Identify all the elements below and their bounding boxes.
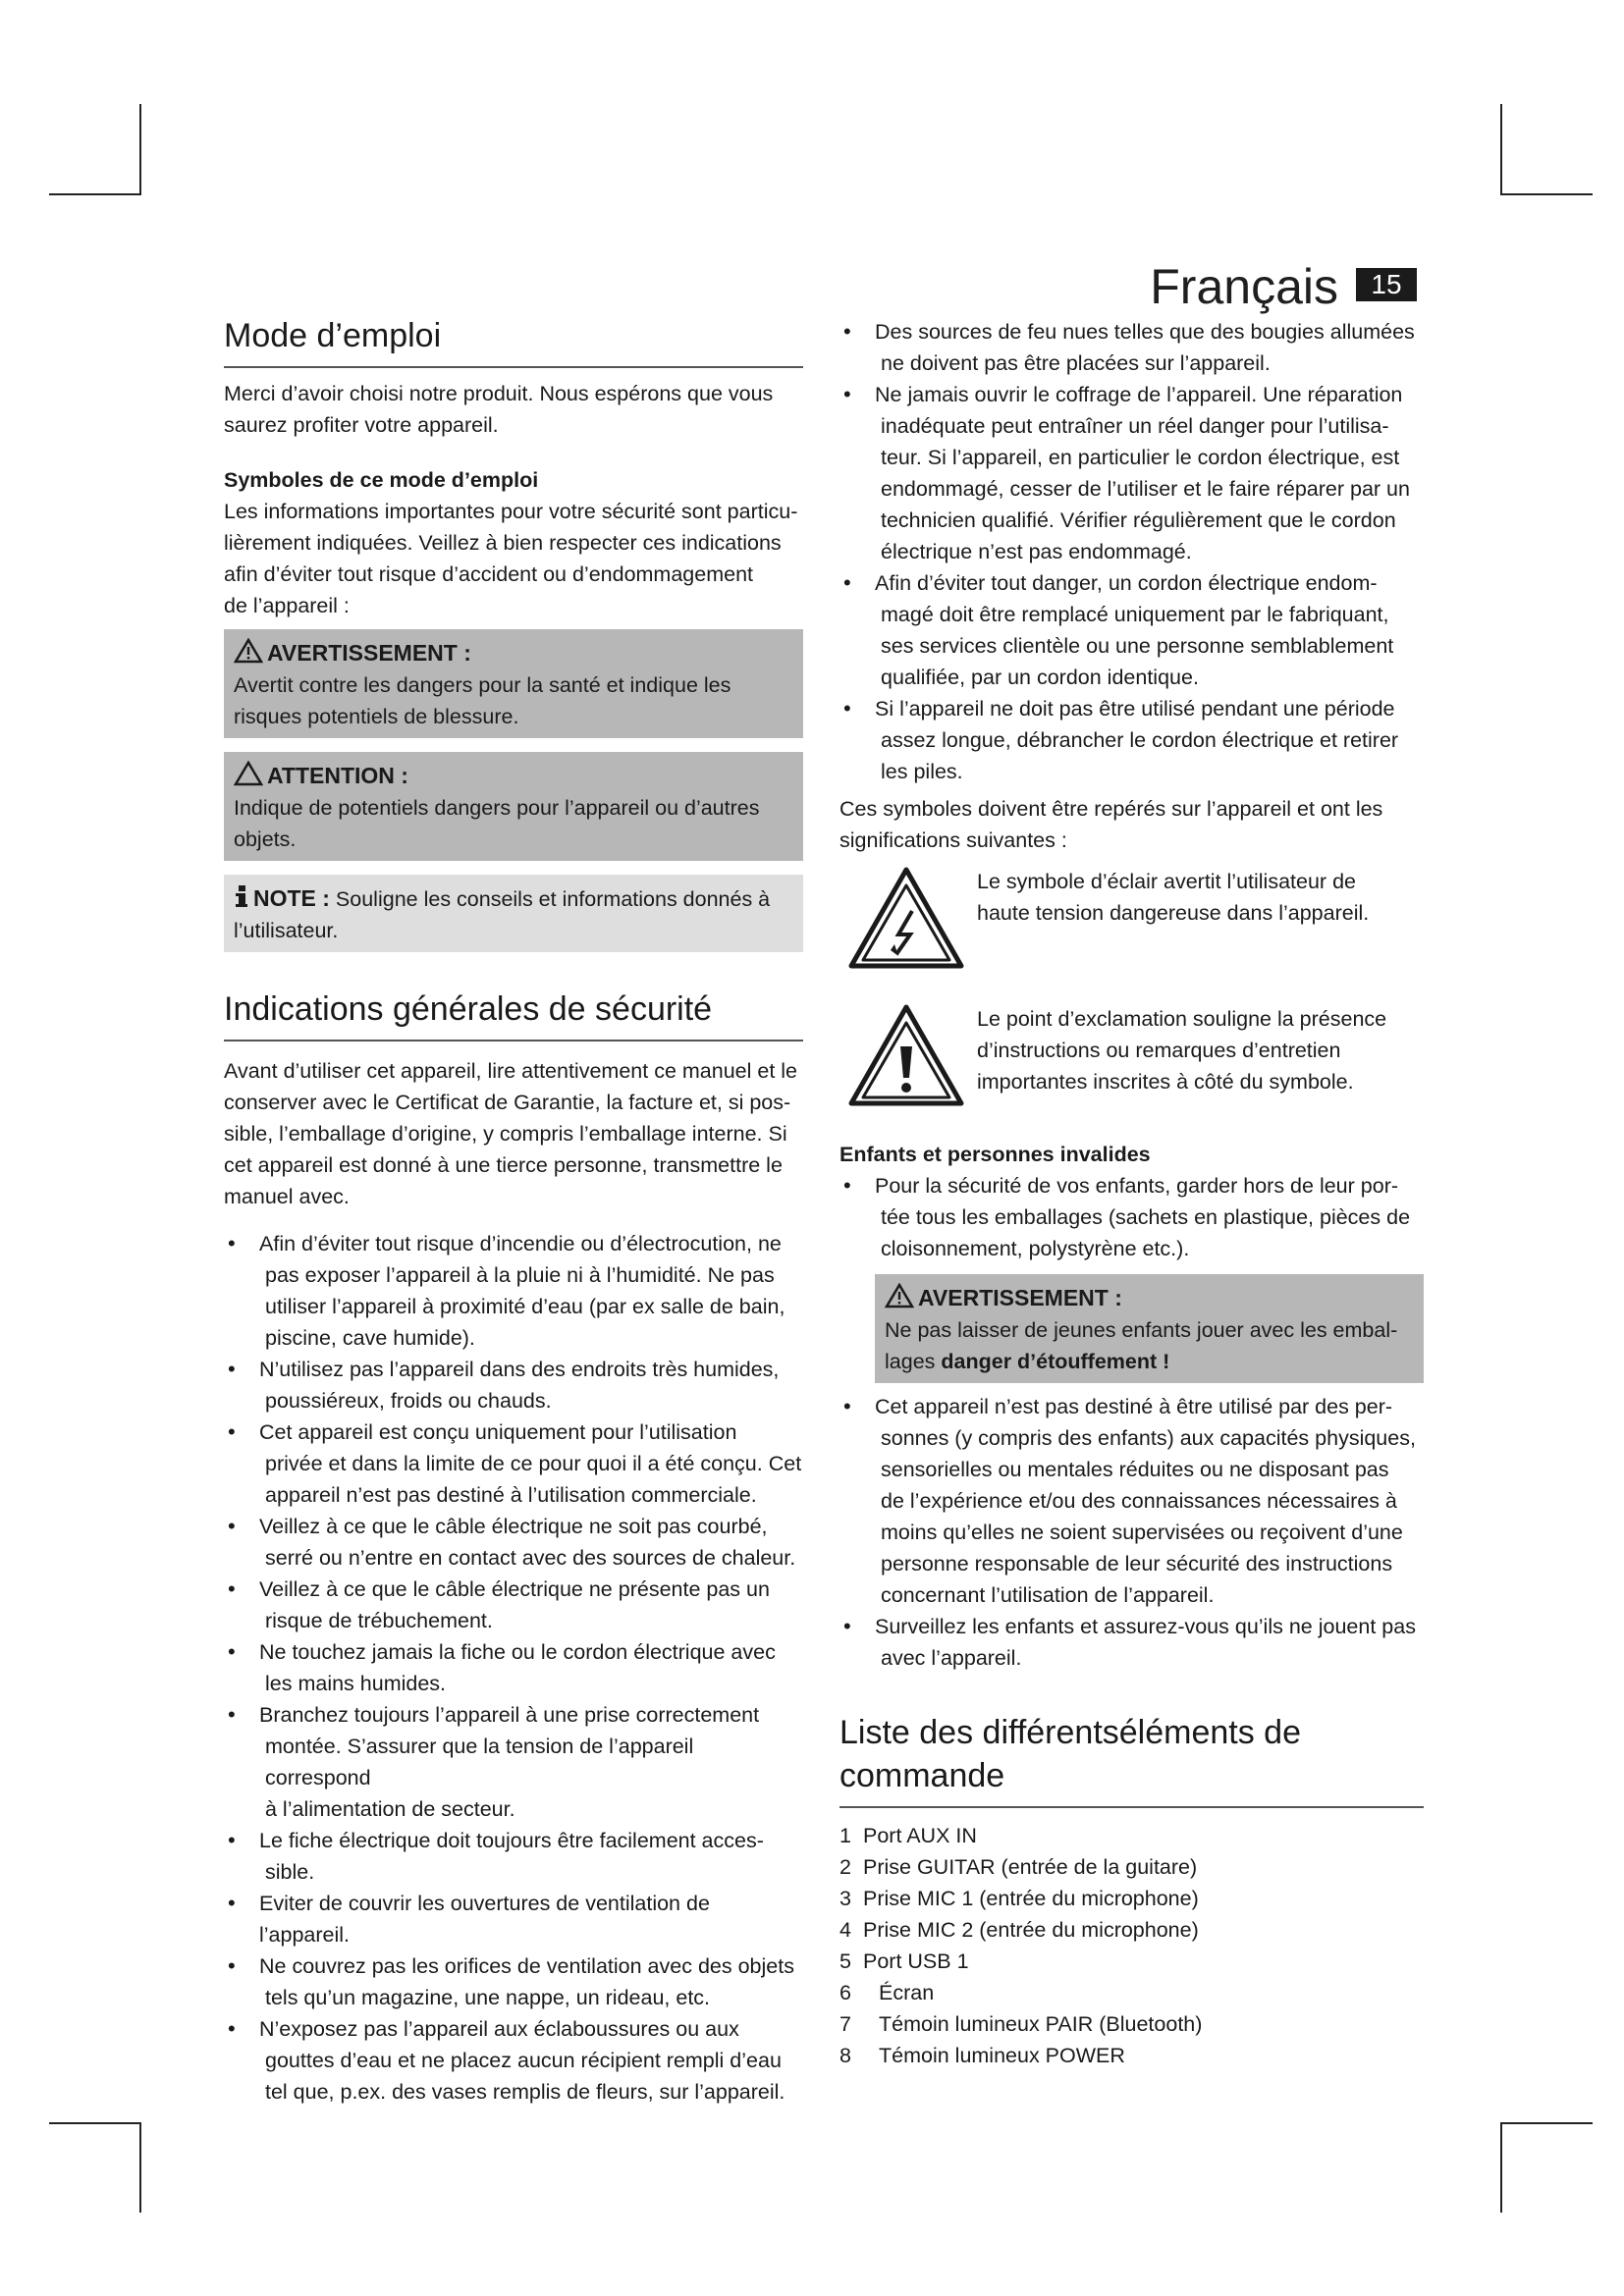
attention-box <box>224 752 803 861</box>
list-item: • Veillez à ce que le câble électrique ne soit pas courbé, serré ou n’entre en contact avec des sources de chaleur. <box>224 1511 803 1574</box>
list-item: 1 Port AUX IN <box>839 1824 977 1847</box>
text-line: conserver avec le Certificat de Garantie, la facture et, si pos- <box>224 1091 791 1114</box>
children-list-continued <box>839 1391 1424 1674</box>
list-item: • Branchez toujours l’appareil à une prise correctement montée. S’assurer que la tension de l’appareil correspond à l’alimentation de secteur. <box>224 1699 803 1825</box>
text-line: lièrement indiquées. Veillez à bien respecter ces indications <box>224 531 782 555</box>
children-heading: Enfants et personnes invalides <box>839 1143 1151 1166</box>
list-item: • Surveillez les enfants et assurez-vous qu’ils ne jouent pas avec l’appareil. <box>839 1611 1424 1674</box>
info-icon <box>234 883 249 909</box>
right-column <box>839 316 1424 2071</box>
list-item: • Ne couvrez pas les orifices de ventilation avec des objets tels qu’un magazine, une nappe, un rideau, etc. <box>224 1950 803 2013</box>
intro-paragraph <box>224 378 803 441</box>
page-language: Français <box>1150 259 1338 314</box>
safety-list <box>224 1228 803 2108</box>
section-title-mode-emploi: Mode d’emploi <box>224 314 803 368</box>
warning-title: AVERTISSEMENT : <box>267 640 471 666</box>
symbols-intro <box>839 793 1424 856</box>
text-line: Merci d’avoir choisi notre produit. Nous espérons que vous <box>224 382 774 405</box>
text-line: l’utilisateur. <box>234 919 339 942</box>
list-item: • Si l’appareil ne doit pas être utilisé pendant une période assez longue, débrancher le cordon électrique et retirer les piles. <box>839 693 1424 787</box>
list-item: • Cet appareil n’est pas destiné à être utilisé par des per- sonnes (y compris des enfants) aux capacités physiques, sensorielles ou mentales réduites ou ne disposant pas de l’expérience et/ou des connaissances nécessaires à moins qu’elles ne soient supervisées ou reçoivent d’une personne responsable de leur sécurité des instructions concernant l’utilisation de l’appareil. <box>839 1391 1424 1611</box>
exclamation-warning-icon <box>847 1003 965 1109</box>
list-item: • Eviter de couvrir les ouvertures de ventilation de l’appareil. <box>224 1888 803 1950</box>
text-line: importantes inscrites à côté du symbole. <box>977 1070 1354 1094</box>
crop-mark <box>1500 2122 1502 2213</box>
crop-mark <box>49 193 141 195</box>
text-line: saurez profiter votre appareil. <box>224 413 499 437</box>
list-item: • Pour la sécurité de vos enfants, garder hors de leur por- tée tous les emballages (sachets en plastique, pièces de cloisonnement, polystyrène etc.). <box>839 1170 1424 1264</box>
caution-triangle-icon <box>234 761 263 786</box>
note-box <box>224 875 803 952</box>
lightning-symbol-row <box>839 866 1424 989</box>
crop-mark <box>49 2122 141 2124</box>
section-title-securite: Indications générales de sécurité <box>224 988 803 1041</box>
exclamation-description <box>977 1003 1419 1097</box>
list-item: • Afin d’éviter tout danger, un cordon électrique endom- magé doit être remplacé uniquement par le fabriquant, ses services clientèle ou une personne semblablement qualifiée, par un cordon identique. <box>839 567 1424 693</box>
controls-list <box>839 1820 1424 2071</box>
list-item: 8 Témoin lumineux POWER <box>839 2044 1125 2067</box>
text-line: de l’appareil : <box>224 594 350 617</box>
exclamation-symbol-row <box>839 1003 1424 1131</box>
text-line: objets. <box>234 828 297 851</box>
note-text: Souligne les conseils et informations donnés à <box>329 887 771 911</box>
text-line: Le symbole d’éclair avertit l’utilisateur de <box>977 870 1356 893</box>
section-title-controls: Liste des différentséléments de commande <box>839 1711 1424 1808</box>
text-line: manuel avec. <box>224 1185 350 1208</box>
text-line: Avant d’utiliser cet appareil, lire attentivement ce manuel et le <box>224 1059 797 1083</box>
list-item: • N’utilisez pas l’appareil dans des endroits très humides, poussiéreux, froids ou chauds. <box>224 1354 803 1416</box>
list-item: • Afin d’éviter tout risque d’incendie ou d’électrocution, ne pas exposer l’appareil à la pluie ni à l’humidité. Ne pas utiliser l’appareil à proximité d’eau (par ex salle de bain, piscine, cave humide). <box>224 1228 803 1354</box>
list-item: • Ne touchez jamais la fiche ou le cordon électrique avec les mains humides. <box>224 1636 803 1699</box>
page-number: 15 <box>1356 268 1417 301</box>
warning-triangle-icon <box>234 638 263 664</box>
safety-list-continued <box>839 316 1424 787</box>
list-item: • Veillez à ce que le câble électrique ne présente pas un risque de trébuchement. <box>224 1574 803 1636</box>
list-item: • Des sources de feu nues telles que des bougies allumées ne doivent pas être placées sur l’appareil. <box>839 316 1424 379</box>
text-line: Indique de potentiels dangers pour l’appareil ou d’autres <box>234 796 760 820</box>
left-column <box>224 314 803 2108</box>
text-line: lages danger d’étouffement ! <box>885 1350 1170 1373</box>
securite-intro <box>224 1055 803 1212</box>
list-item: • Ne jamais ouvrir le coffrage de l’appareil. Une réparation inadéquate peut entraîner un réel danger pour l’utilisa- teur. Si l’appareil, en particulier le cordon électrique, est endommagé, cesser de l’utiliser et le faire réparer par un technicien qualifié. Vérifier régulièrement que le cordon électrique n’est pas endommagé. <box>839 379 1424 567</box>
list-item: 2 Prise GUITAR (entrée de la guitare) <box>839 1855 1198 1879</box>
lightning-warning-icon <box>847 866 965 972</box>
list-item: 6 Écran <box>839 1981 935 2004</box>
crop-mark <box>1500 104 1502 194</box>
text-line: afin d’éviter tout risque d’accident ou d’endommagement <box>224 562 754 586</box>
list-item: 7 Témoin lumineux PAIR (Bluetooth) <box>839 2012 1203 2036</box>
crop-mark <box>139 2122 141 2213</box>
warning-box <box>224 629 803 738</box>
text-line: sible, l’emballage d’origine, y compris l’emballage interne. Si <box>224 1122 787 1146</box>
text-line: risques potentiels de blessure. <box>234 705 519 728</box>
warning-triangle-icon <box>885 1283 914 1308</box>
symbols-paragraph <box>224 496 803 621</box>
list-item: 3 Prise MIC 1 (entrée du microphone) <box>839 1887 1199 1910</box>
text-line: haute tension dangereuse dans l’appareil. <box>977 901 1370 925</box>
children-list <box>839 1170 1424 1264</box>
text-line: significations suivantes : <box>839 828 1067 852</box>
list-item: • Le fiche électrique doit toujours être facilement acces- sible. <box>224 1825 803 1888</box>
text-line: Avertit contre les dangers pour la santé et indique les <box>234 673 731 697</box>
text-line: Ne pas laisser de jeunes enfants jouer avec les embal- <box>885 1318 1398 1342</box>
warning-title: AVERTISSEMENT : <box>918 1285 1122 1310</box>
children-warning-box <box>875 1274 1424 1383</box>
list-item: 4 Prise MIC 2 (entrée du microphone) <box>839 1918 1199 1942</box>
crop-mark <box>1500 2122 1593 2124</box>
list-item: 5 Port USB 1 <box>839 1949 969 1973</box>
list-item: • N’exposez pas l’appareil aux éclaboussures ou aux gouttes d’eau et ne placez aucun récipient rempli d’eau tel que, p.ex. des vases remplis de fleurs, sur l’appareil. <box>224 2013 803 2108</box>
crop-mark <box>1500 193 1593 195</box>
text-line: Le point d’exclamation souligne la présence <box>977 1007 1387 1031</box>
text-line: d’instructions ou remarques d’entretien <box>977 1039 1341 1062</box>
text-line: cet appareil est donné à une tierce personne, transmettre le <box>224 1153 783 1177</box>
symbols-heading: Symboles de ce mode d’emploi <box>224 468 539 492</box>
crop-mark <box>139 104 141 194</box>
list-item: • Cet appareil est conçu uniquement pour l’utilisation privée et dans la limite de ce pour quoi il a été conçu. Cet appareil n’est pas destiné à l’utilisation commerciale. <box>224 1416 803 1511</box>
attention-title: ATTENTION : <box>267 763 408 788</box>
note-title: NOTE : <box>253 885 330 911</box>
text-line: Les informations importantes pour votre sécurité sont particu- <box>224 500 798 523</box>
lightning-description <box>977 866 1419 929</box>
text-line: Ces symboles doivent être repérés sur l’appareil et ont les <box>839 797 1383 821</box>
